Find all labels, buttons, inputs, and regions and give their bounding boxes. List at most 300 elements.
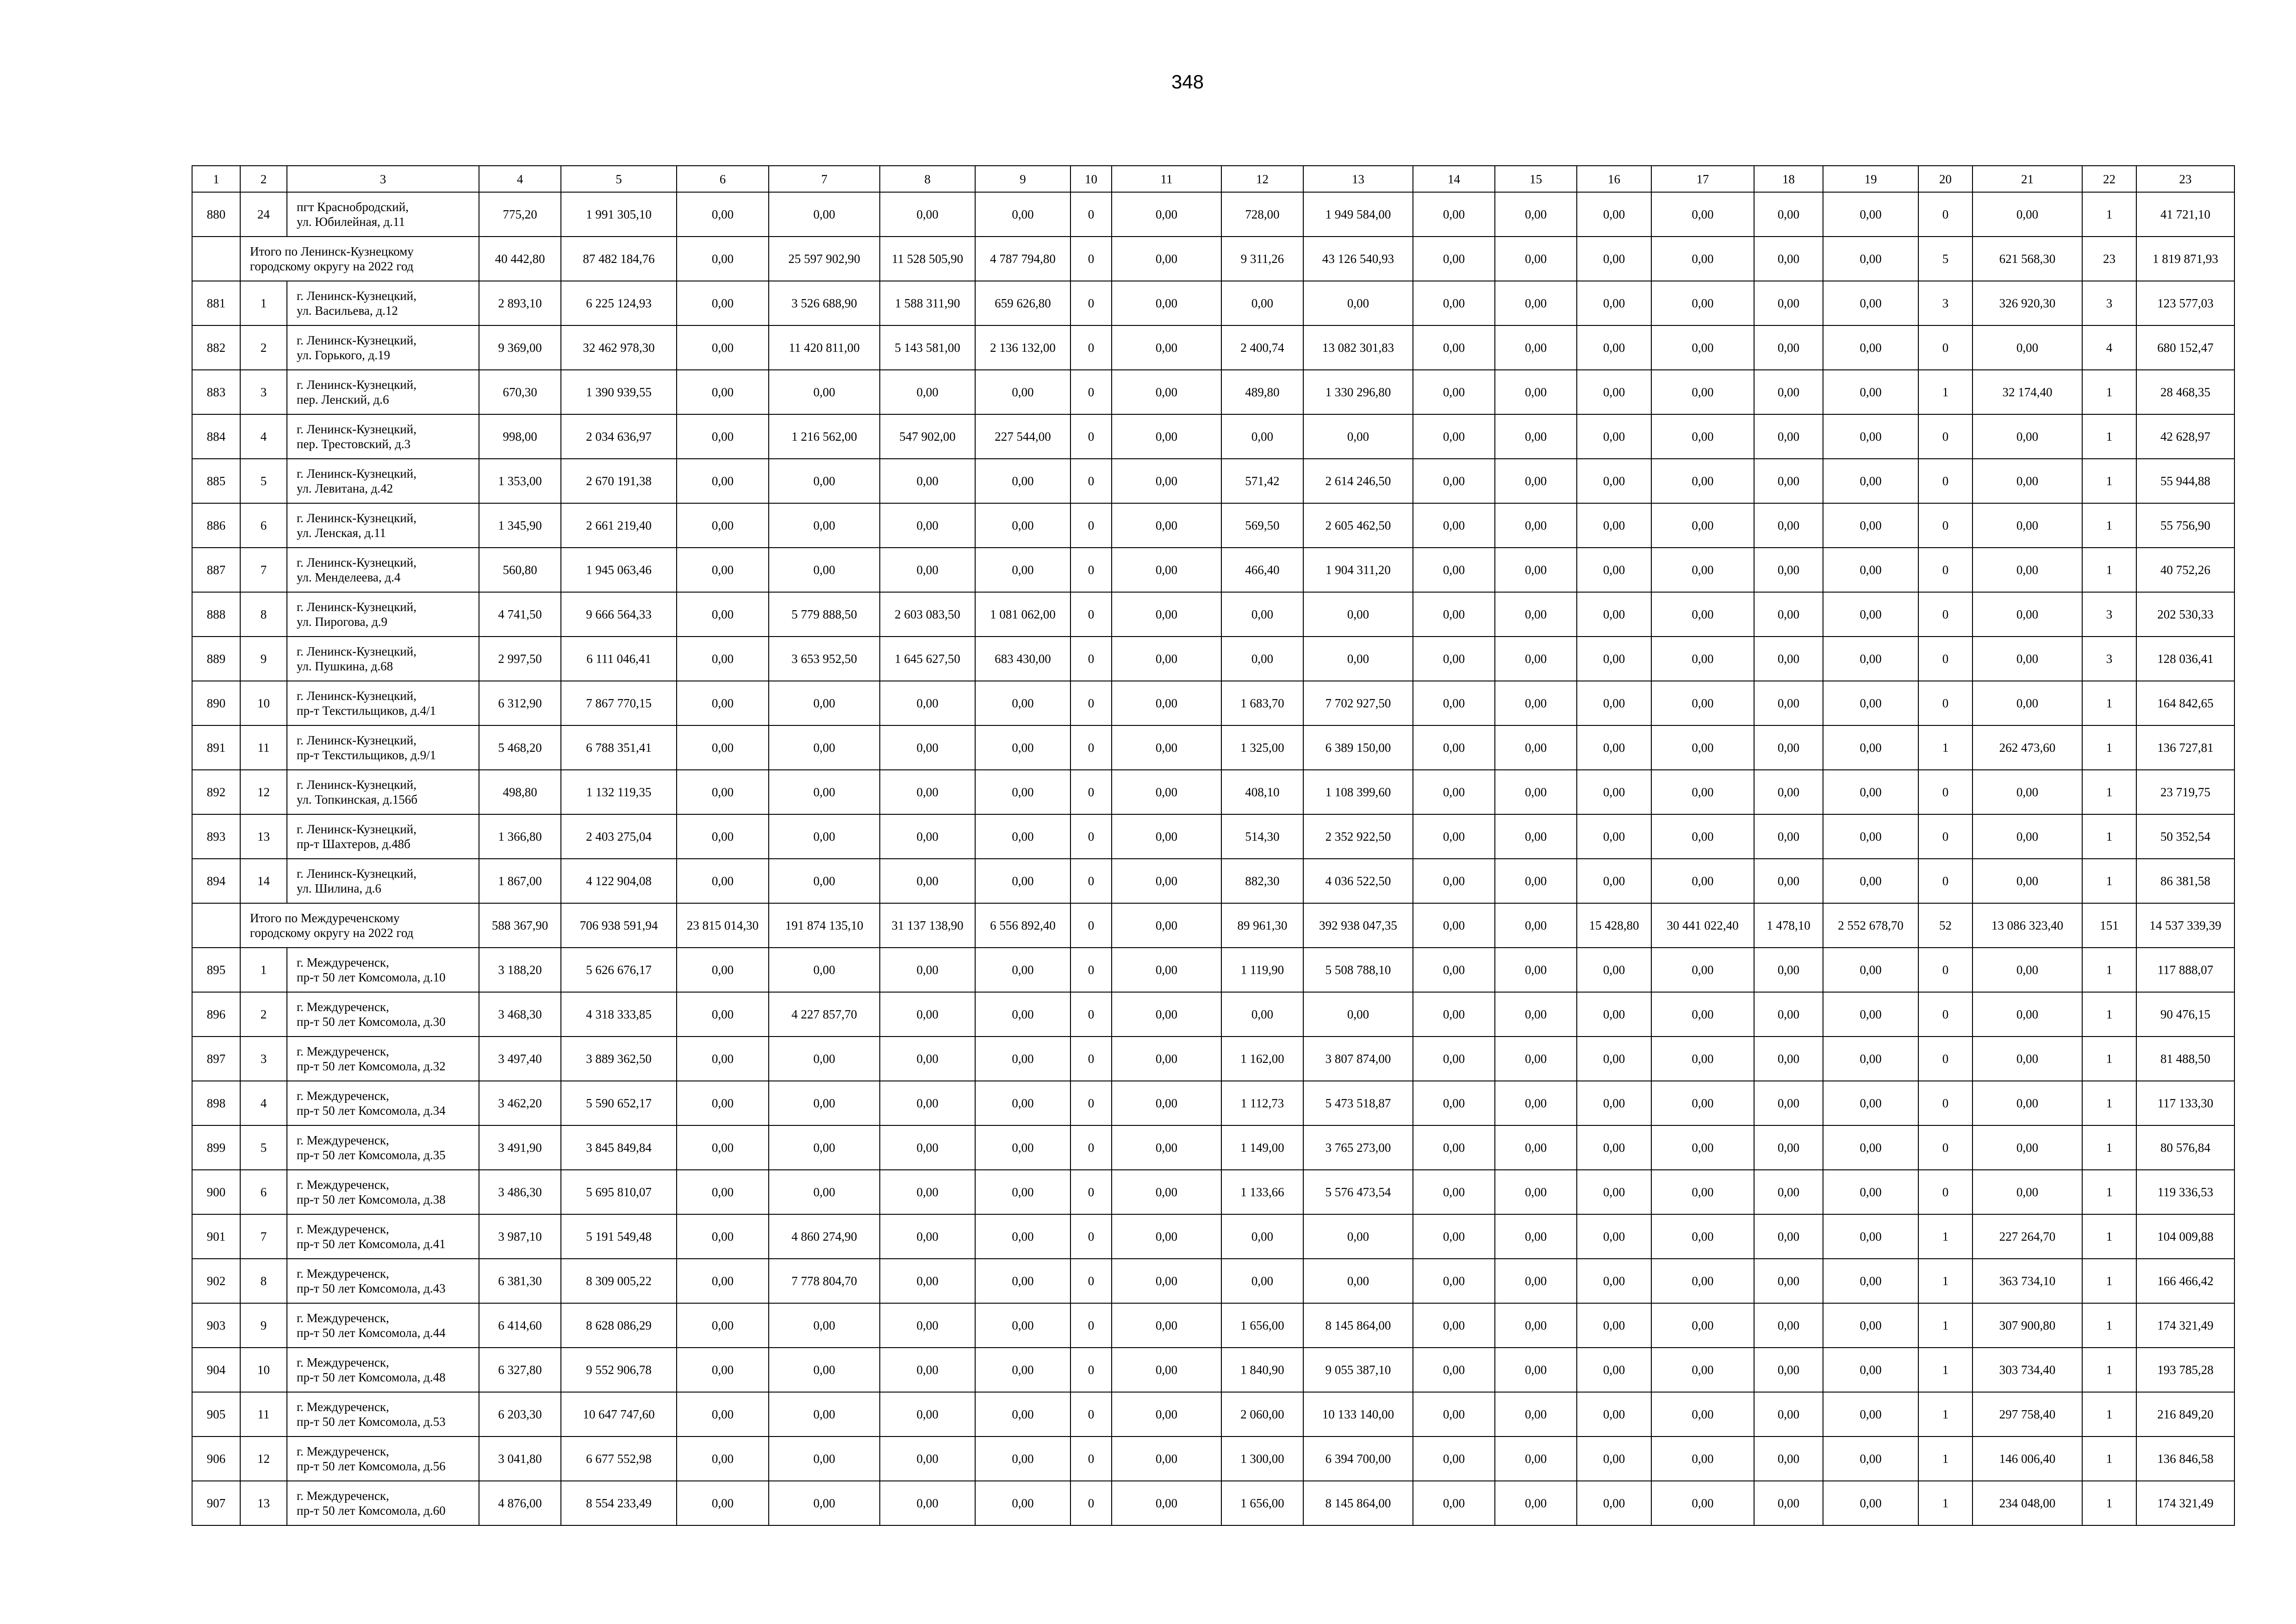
value-cell-col-14: 0,00 (1413, 281, 1495, 325)
value-cell-col-23: 55 756,90 (2136, 503, 2234, 548)
value-cell-col-4: 9 369,00 (479, 325, 561, 370)
index-cell: 11 (240, 725, 287, 770)
table-row (192, 325, 2234, 370)
value-cell-col-18: 0,00 (1754, 1125, 1823, 1170)
row-number-cell: 882 (192, 325, 240, 370)
value-cell-col-4: 6 414,60 (479, 1303, 561, 1348)
value-cell-col-12: 0,00 (1221, 1214, 1303, 1259)
value-cell-col-21: 0,00 (1972, 325, 2082, 370)
value-cell-col-7: 0,00 (769, 1125, 880, 1170)
value-cell-col-11: 0,00 (1112, 503, 1221, 548)
value-cell-col-7: 0,00 (769, 725, 880, 770)
value-cell-col-5: 2 403 275,04 (561, 814, 677, 859)
address-cell (287, 948, 479, 992)
value-cell-col-19: 0,00 (1823, 992, 1918, 1037)
value-cell-col-10: 0 (1070, 814, 1112, 859)
value-cell-col-11: 0,00 (1112, 681, 1221, 725)
index-cell: 2 (240, 992, 287, 1037)
address-cell (287, 1214, 479, 1259)
value-cell-col-19: 0,00 (1823, 1392, 1918, 1437)
value-cell-col-16: 0,00 (1577, 1392, 1651, 1437)
value-cell-col-10: 0 (1070, 548, 1112, 592)
value-cell-col-20: 0 (1918, 681, 1972, 725)
address-line: ул. Пирогова, д.9 (297, 615, 388, 629)
value-cell-col-7: 0,00 (769, 1481, 880, 1525)
value-cell-col-15: 0,00 (1495, 370, 1577, 414)
value-cell-col-9: 659 626,80 (975, 281, 1070, 325)
value-cell-col-16: 0,00 (1577, 192, 1651, 237)
value-cell-col-13: 9 055 387,10 (1303, 1348, 1413, 1392)
value-cell-col-16: 0,00 (1577, 681, 1651, 725)
value-cell-col-19: 0,00 (1823, 548, 1918, 592)
value-cell-col-21: 0,00 (1972, 1125, 2082, 1170)
value-cell-col-10: 0 (1070, 1214, 1112, 1259)
total-row (192, 903, 2234, 948)
row-number-cell: 902 (192, 1259, 240, 1303)
value-cell-col-9: 0,00 (975, 770, 1070, 814)
value-cell-col-8: 0,00 (880, 948, 975, 992)
address-line: г. Ленинск-Кузнецкий, (297, 333, 417, 347)
value-cell-col-4: 498,80 (479, 770, 561, 814)
value-cell-col-20: 1 (1918, 1392, 1972, 1437)
value-cell-col-8: 0,00 (880, 1259, 975, 1303)
value-cell-col-15: 0,00 (1495, 992, 1577, 1037)
value-cell-col-22: 1 (2082, 948, 2136, 992)
address-line: пер. Ленский, д.6 (297, 393, 389, 406)
value-cell-col-19: 0,00 (1823, 325, 1918, 370)
value-cell-col-18: 0,00 (1754, 414, 1823, 459)
value-cell-col-20: 5 (1918, 237, 1972, 281)
value-cell-col-11: 0,00 (1112, 1125, 1221, 1170)
table-row (192, 192, 2234, 237)
value-cell-col-5: 6 788 351,41 (561, 725, 677, 770)
value-cell-col-9: 0,00 (975, 814, 1070, 859)
value-cell-col-14: 0,00 (1413, 992, 1495, 1037)
value-cell-col-11: 0,00 (1112, 1037, 1221, 1081)
index-cell: 8 (240, 592, 287, 637)
value-cell-col-13: 6 394 700,00 (1303, 1437, 1413, 1481)
value-cell-col-13: 8 145 864,00 (1303, 1303, 1413, 1348)
address-cell (287, 725, 479, 770)
value-cell-col-6: 0,00 (677, 459, 769, 503)
value-cell-col-21: 0,00 (1972, 1081, 2082, 1125)
value-cell-col-7: 0,00 (769, 770, 880, 814)
value-cell-col-23: 50 352,54 (2136, 814, 2234, 859)
address-cell (287, 637, 479, 681)
value-cell-col-8: 0,00 (880, 859, 975, 903)
value-cell-col-16: 0,00 (1577, 725, 1651, 770)
value-cell-col-21: 234 048,00 (1972, 1481, 2082, 1525)
value-cell-col-22: 1 (2082, 1437, 2136, 1481)
value-cell-col-14: 0,00 (1413, 681, 1495, 725)
row-number-cell: 897 (192, 1037, 240, 1081)
value-cell-col-15: 0,00 (1495, 281, 1577, 325)
value-cell-col-17: 0,00 (1651, 281, 1754, 325)
value-cell-col-4: 3 491,90 (479, 1125, 561, 1170)
address-line: пер. Трестовский, д.3 (297, 437, 411, 451)
value-cell-col-7: 3 526 688,90 (769, 281, 880, 325)
value-cell-col-4: 40 442,80 (479, 237, 561, 281)
value-cell-col-20: 0 (1918, 325, 1972, 370)
value-cell-col-14: 0,00 (1413, 1081, 1495, 1125)
index-cell: 5 (240, 1125, 287, 1170)
value-cell-col-10: 0 (1070, 1437, 1112, 1481)
value-cell-col-20: 1 (1918, 1259, 1972, 1303)
total-label-line: Итого по Междуреченскому (250, 911, 400, 925)
index-cell: 4 (240, 414, 287, 459)
value-cell-col-17: 0,00 (1651, 859, 1754, 903)
value-cell-col-13: 2 614 246,50 (1303, 459, 1413, 503)
value-cell-col-23: 123 577,03 (2136, 281, 2234, 325)
address-line: пр-т Текстильщиков, д.9/1 (297, 748, 436, 762)
value-cell-col-18: 0,00 (1754, 859, 1823, 903)
value-cell-col-21: 0,00 (1972, 948, 2082, 992)
value-cell-col-11: 0,00 (1112, 1481, 1221, 1525)
value-cell-col-12: 1 683,70 (1221, 681, 1303, 725)
value-cell-col-19: 0,00 (1823, 503, 1918, 548)
value-cell-col-22: 3 (2082, 592, 2136, 637)
page-number: 348 (1171, 71, 1204, 93)
value-cell-col-23: 90 476,15 (2136, 992, 2234, 1037)
value-cell-col-21: 297 758,40 (1972, 1392, 2082, 1437)
table-row (192, 1348, 2234, 1392)
column-number-header: 18 (1754, 166, 1823, 192)
value-cell-col-17: 0,00 (1651, 992, 1754, 1037)
value-cell-col-9: 0,00 (975, 1037, 1070, 1081)
value-cell-col-23: 86 381,58 (2136, 859, 2234, 903)
value-cell-col-5: 5 191 549,48 (561, 1214, 677, 1259)
value-cell-col-15: 0,00 (1495, 681, 1577, 725)
value-cell-col-6: 0,00 (677, 1437, 769, 1481)
value-cell-col-7: 1 216 562,00 (769, 414, 880, 459)
value-cell-col-7: 7 778 804,70 (769, 1259, 880, 1303)
value-cell-col-21: 32 174,40 (1972, 370, 2082, 414)
value-cell-col-6: 0,00 (677, 859, 769, 903)
address-line: пр-т 50 лет Комсомола, д.60 (297, 1504, 446, 1518)
address-line: г. Междуреченск, (297, 1267, 389, 1280)
address-line: г. Ленинск-Кузнецкий, (297, 733, 417, 747)
value-cell-col-21: 227 264,70 (1972, 1214, 2082, 1259)
value-cell-col-11: 0,00 (1112, 192, 1221, 237)
value-cell-col-14: 0,00 (1413, 592, 1495, 637)
value-cell-col-16: 0,00 (1577, 1259, 1651, 1303)
address-line: пр-т 50 лет Комсомола, д.34 (297, 1104, 446, 1118)
value-cell-col-15: 0,00 (1495, 1303, 1577, 1348)
value-cell-col-20: 0 (1918, 859, 1972, 903)
value-cell-col-19: 0,00 (1823, 1348, 1918, 1392)
value-cell-col-22: 1 (2082, 1348, 2136, 1392)
row-number-cell: 893 (192, 814, 240, 859)
value-cell-col-8: 0,00 (880, 814, 975, 859)
value-cell-col-20: 0 (1918, 548, 1972, 592)
column-number-header: 10 (1070, 166, 1112, 192)
value-cell-col-13: 6 389 150,00 (1303, 725, 1413, 770)
row-number-cell: 880 (192, 192, 240, 237)
value-cell-col-9: 0,00 (975, 1348, 1070, 1392)
address-cell (287, 859, 479, 903)
value-cell-col-14: 0,00 (1413, 903, 1495, 948)
address-line: пр-т 50 лет Комсомола, д.48 (297, 1370, 446, 1384)
row-number-cell: 898 (192, 1081, 240, 1125)
value-cell-col-6: 0,00 (677, 1348, 769, 1392)
value-cell-col-16: 0,00 (1577, 414, 1651, 459)
value-cell-col-14: 0,00 (1413, 1392, 1495, 1437)
table-row (192, 503, 2234, 548)
address-cell (287, 1081, 479, 1125)
address-line: г. Ленинск-Кузнецкий, (297, 778, 417, 792)
value-cell-col-14: 0,00 (1413, 814, 1495, 859)
value-cell-col-21: 0,00 (1972, 637, 2082, 681)
value-cell-col-16: 0,00 (1577, 592, 1651, 637)
value-cell-col-4: 775,20 (479, 192, 561, 237)
value-cell-col-20: 1 (1918, 370, 1972, 414)
value-cell-col-18: 0,00 (1754, 192, 1823, 237)
value-cell-col-22: 1 (2082, 1303, 2136, 1348)
value-cell-col-6: 0,00 (677, 1125, 769, 1170)
value-cell-col-20: 1 (1918, 1303, 1972, 1348)
value-cell-col-5: 6 225 124,93 (561, 281, 677, 325)
value-cell-col-20: 52 (1918, 903, 1972, 948)
value-cell-col-6: 0,00 (677, 1214, 769, 1259)
value-cell-col-20: 0 (1918, 1081, 1972, 1125)
value-cell-col-7: 0,00 (769, 1348, 880, 1392)
value-cell-col-19: 0,00 (1823, 1437, 1918, 1481)
address-line: г. Ленинск-Кузнецкий, (297, 822, 417, 836)
value-cell-col-11: 0,00 (1112, 1170, 1221, 1214)
value-cell-col-22: 23 (2082, 237, 2136, 281)
value-cell-col-18: 0,00 (1754, 814, 1823, 859)
value-cell-col-20: 0 (1918, 414, 1972, 459)
value-cell-col-6: 0,00 (677, 414, 769, 459)
address-cell (287, 992, 479, 1037)
value-cell-col-9: 0,00 (975, 1481, 1070, 1525)
value-cell-col-7: 0,00 (769, 681, 880, 725)
value-cell-col-4: 3 468,30 (479, 992, 561, 1037)
table-row (192, 548, 2234, 592)
value-cell-col-8: 547 902,00 (880, 414, 975, 459)
index-cell: 3 (240, 1037, 287, 1081)
total-label-line: городскому округу на 2022 год (250, 926, 414, 940)
value-cell-col-8: 1 645 627,50 (880, 637, 975, 681)
value-cell-col-15: 0,00 (1495, 503, 1577, 548)
value-cell-col-18: 0,00 (1754, 548, 1823, 592)
value-cell-col-6: 0,00 (677, 192, 769, 237)
value-cell-col-23: 23 719,75 (2136, 770, 2234, 814)
value-cell-col-22: 1 (2082, 370, 2136, 414)
value-cell-col-7: 0,00 (769, 503, 880, 548)
value-cell-col-12: 0,00 (1221, 992, 1303, 1037)
address-cell (287, 1125, 479, 1170)
column-number-header: 1 (192, 166, 240, 192)
address-line: пр-т 50 лет Комсомола, д.10 (297, 970, 446, 984)
row-number-cell: 891 (192, 725, 240, 770)
value-cell-col-11: 0,00 (1112, 1214, 1221, 1259)
value-cell-col-10: 0 (1070, 1303, 1112, 1348)
value-cell-col-16: 0,00 (1577, 1170, 1651, 1214)
value-cell-col-10: 0 (1070, 681, 1112, 725)
value-cell-col-20: 1 (1918, 1481, 1972, 1525)
address-line: ул. Топкинская, д.156б (297, 793, 418, 806)
table-row (192, 1259, 2234, 1303)
value-cell-col-4: 3 497,40 (479, 1037, 561, 1081)
address-line: г. Междуреченск, (297, 1400, 389, 1414)
table-row (192, 681, 2234, 725)
value-cell-col-4: 6 327,80 (479, 1348, 561, 1392)
value-cell-col-12: 882,30 (1221, 859, 1303, 903)
row-number-cell: 905 (192, 1392, 240, 1437)
value-cell-col-21: 0,00 (1972, 992, 2082, 1037)
value-cell-col-9: 0,00 (975, 192, 1070, 237)
value-cell-col-17: 0,00 (1651, 725, 1754, 770)
value-cell-col-14: 0,00 (1413, 1125, 1495, 1170)
address-line: ул. Горького, д.19 (297, 348, 390, 362)
column-number-header: 12 (1221, 166, 1303, 192)
value-cell-col-12: 1 149,00 (1221, 1125, 1303, 1170)
value-cell-col-6: 0,00 (677, 814, 769, 859)
value-cell-col-12: 1 840,90 (1221, 1348, 1303, 1392)
value-cell-col-8: 0,00 (880, 1037, 975, 1081)
address-line: пр-т 50 лет Комсомола, д.53 (297, 1415, 446, 1429)
value-cell-col-10: 0 (1070, 859, 1112, 903)
address-line: г. Междуреченск, (297, 1222, 389, 1236)
value-cell-col-9: 0,00 (975, 1303, 1070, 1348)
value-cell-col-23: 216 849,20 (2136, 1392, 2234, 1437)
value-cell-col-4: 998,00 (479, 414, 561, 459)
column-number-header: 23 (2136, 166, 2234, 192)
table-row (192, 1125, 2234, 1170)
value-cell-col-9: 0,00 (975, 681, 1070, 725)
value-cell-col-7: 0,00 (769, 370, 880, 414)
value-cell-col-17: 0,00 (1651, 1303, 1754, 1348)
value-cell-col-21: 0,00 (1972, 192, 2082, 237)
value-cell-col-7: 4 860 274,90 (769, 1214, 880, 1259)
value-cell-col-13: 1 108 399,60 (1303, 770, 1413, 814)
row-number-cell: 884 (192, 414, 240, 459)
address-cell (287, 1348, 479, 1392)
value-cell-col-17: 0,00 (1651, 1125, 1754, 1170)
value-cell-col-5: 7 867 770,15 (561, 681, 677, 725)
value-cell-col-18: 0,00 (1754, 992, 1823, 1037)
address-cell (287, 592, 479, 637)
value-cell-col-15: 0,00 (1495, 770, 1577, 814)
value-cell-col-8: 0,00 (880, 1392, 975, 1437)
value-cell-col-23: 193 785,28 (2136, 1348, 2234, 1392)
index-cell: 10 (240, 1348, 287, 1392)
value-cell-col-5: 32 462 978,30 (561, 325, 677, 370)
address-cell (287, 1303, 479, 1348)
table-row (192, 1214, 2234, 1259)
value-cell-col-6: 0,00 (677, 281, 769, 325)
value-cell-col-17: 0,00 (1651, 1392, 1754, 1437)
value-cell-col-15: 0,00 (1495, 459, 1577, 503)
value-cell-col-23: 104 009,88 (2136, 1214, 2234, 1259)
value-cell-col-9: 0,00 (975, 1170, 1070, 1214)
value-cell-col-22: 1 (2082, 1125, 2136, 1170)
value-cell-col-10: 0 (1070, 948, 1112, 992)
value-cell-col-8: 0,00 (880, 1125, 975, 1170)
value-cell-col-17: 0,00 (1651, 414, 1754, 459)
value-cell-col-11: 0,00 (1112, 903, 1221, 948)
value-cell-col-19: 0,00 (1823, 1303, 1918, 1348)
value-cell-col-18: 0,00 (1754, 1348, 1823, 1392)
table-row (192, 459, 2234, 503)
value-cell-col-4: 560,80 (479, 548, 561, 592)
value-cell-col-21: 303 734,40 (1972, 1348, 2082, 1392)
index-cell: 6 (240, 1170, 287, 1214)
value-cell-col-13: 0,00 (1303, 992, 1413, 1037)
table-row (192, 814, 2234, 859)
value-cell-col-6: 0,00 (677, 1037, 769, 1081)
value-cell-col-16: 0,00 (1577, 948, 1651, 992)
value-cell-col-5: 5 626 676,17 (561, 948, 677, 992)
value-cell-col-10: 0 (1070, 281, 1112, 325)
value-cell-col-4: 3 462,20 (479, 1081, 561, 1125)
value-cell-col-12: 408,10 (1221, 770, 1303, 814)
address-cell (287, 1259, 479, 1303)
value-cell-col-19: 0,00 (1823, 770, 1918, 814)
index-cell: 7 (240, 1214, 287, 1259)
value-cell-col-11: 0,00 (1112, 281, 1221, 325)
table-row (192, 1303, 2234, 1348)
value-cell-col-20: 0 (1918, 637, 1972, 681)
value-cell-col-9: 0,00 (975, 1259, 1070, 1303)
value-cell-col-23: 136 846,58 (2136, 1437, 2234, 1481)
value-cell-col-5: 2 034 636,97 (561, 414, 677, 459)
row-number-cell: 900 (192, 1170, 240, 1214)
value-cell-col-6: 0,00 (677, 681, 769, 725)
value-cell-col-11: 0,00 (1112, 1259, 1221, 1303)
value-cell-col-11: 0,00 (1112, 859, 1221, 903)
value-cell-col-9: 0,00 (975, 370, 1070, 414)
value-cell-col-23: 40 752,26 (2136, 548, 2234, 592)
value-cell-col-16: 0,00 (1577, 503, 1651, 548)
address-line: г. Междуреченск, (297, 1444, 389, 1458)
value-cell-col-12: 466,40 (1221, 548, 1303, 592)
value-cell-col-8: 0,00 (880, 1481, 975, 1525)
value-cell-col-8: 0,00 (880, 725, 975, 770)
value-cell-col-5: 3 889 362,50 (561, 1037, 677, 1081)
total-label-line: городскому округу на 2022 год (250, 259, 414, 273)
value-cell-col-18: 0,00 (1754, 1037, 1823, 1081)
value-cell-col-5: 9 552 906,78 (561, 1348, 677, 1392)
value-cell-col-17: 0,00 (1651, 459, 1754, 503)
column-number-header: 6 (677, 166, 769, 192)
address-line: пр-т Текстильщиков, д.4/1 (297, 704, 436, 718)
value-cell-col-17: 0,00 (1651, 1437, 1754, 1481)
value-cell-col-4: 6 203,30 (479, 1392, 561, 1437)
value-cell-col-12: 0,00 (1221, 281, 1303, 325)
value-cell-col-15: 0,00 (1495, 814, 1577, 859)
value-cell-col-4: 1 867,00 (479, 859, 561, 903)
value-cell-col-7: 0,00 (769, 859, 880, 903)
value-cell-col-8: 0,00 (880, 370, 975, 414)
value-cell-col-17: 0,00 (1651, 1037, 1754, 1081)
address-line: ул. Ленская, д.11 (297, 526, 386, 540)
value-cell-col-5: 9 666 564,33 (561, 592, 677, 637)
value-cell-col-5: 8 309 005,22 (561, 1259, 677, 1303)
value-cell-col-23: 41 721,10 (2136, 192, 2234, 237)
value-cell-col-23: 174 321,49 (2136, 1303, 2234, 1348)
value-cell-col-20: 3 (1918, 281, 1972, 325)
value-cell-col-13: 5 576 473,54 (1303, 1170, 1413, 1214)
value-cell-col-17: 0,00 (1651, 237, 1754, 281)
address-line: г. Междуреченск, (297, 1178, 389, 1192)
value-cell-col-9: 6 556 892,40 (975, 903, 1070, 948)
value-cell-col-11: 0,00 (1112, 370, 1221, 414)
value-cell-col-11: 0,00 (1112, 1348, 1221, 1392)
value-cell-col-8: 31 137 138,90 (880, 903, 975, 948)
value-cell-col-7: 25 597 902,90 (769, 237, 880, 281)
